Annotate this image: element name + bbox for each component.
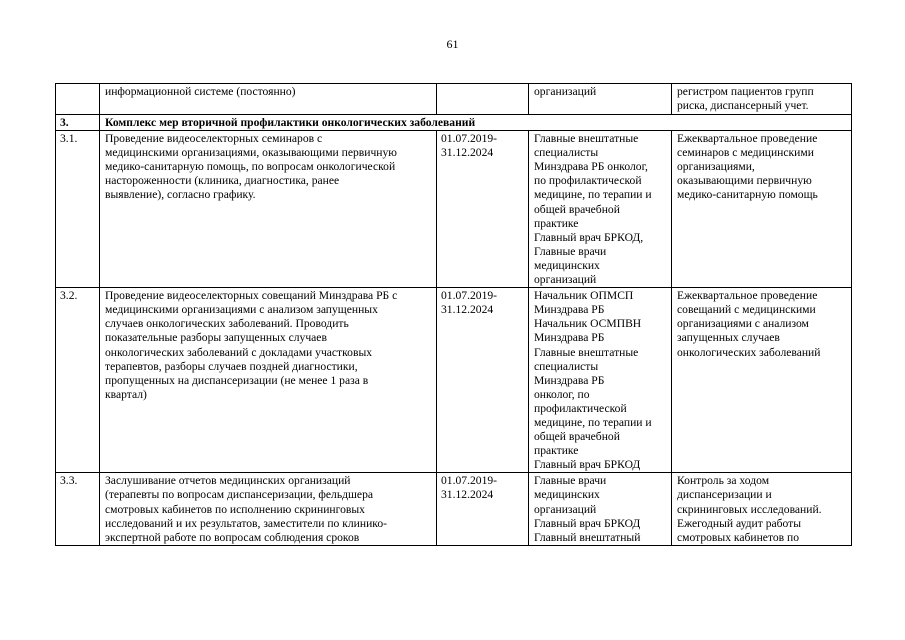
section-row: [56, 115, 852, 131]
text-line: Ежеквартальное проведение: [677, 132, 818, 146]
text-line: случаев онкологических заболеваний. Проводить: [105, 317, 349, 331]
text-line: регистром пациентов групп: [677, 85, 814, 98]
text-line: показательные разборы запущенных случаев: [105, 331, 327, 345]
cell-result: [672, 131, 852, 288]
measure-row: [56, 473, 852, 545]
text-line: онколог, по: [534, 387, 590, 401]
measure-row: [56, 288, 852, 473]
text-line: Начальник ОПМСП: [534, 289, 634, 303]
text-line: 31.12.2024: [441, 488, 494, 502]
text-line: медико-санитарную помощь, по вопросам онкологической: [105, 160, 396, 174]
text-line: Проведение видеоселекторных семинаров с: [105, 132, 323, 146]
text-line: терапевтов, разборы случаев поздней диагностики,: [105, 359, 358, 373]
text-line: пропущенных на диспансеризации (не менее 1 раза в: [105, 373, 369, 387]
text-line: организациями,: [677, 160, 755, 174]
text-line: общей врачебной: [534, 430, 620, 444]
text-line: медицинских: [534, 488, 600, 502]
text-line: онкологических заболеваний с докладами участковых: [105, 345, 373, 359]
text-line: смотровых кабинетов по исполнению скрининговых: [105, 502, 365, 516]
text-line: специалисты: [534, 359, 599, 373]
text-line: профилактической: [534, 401, 627, 415]
cell-number: [56, 473, 100, 545]
text-line: Начальник ОСМПВН: [534, 317, 642, 331]
text-line: практике: [534, 444, 579, 458]
cell-responsible: [529, 131, 672, 288]
text-line: 01.07.2019-: [441, 132, 498, 146]
text-line: экспертной работе по вопросам соблюдения сроков: [105, 530, 360, 544]
cell-text: [100, 288, 437, 473]
text-line: запущенных случаев: [677, 331, 780, 345]
text-line: оказывающими первичную: [677, 174, 812, 188]
section-title: [100, 115, 852, 131]
cell-dates: [437, 84, 529, 115]
text-line: Главные внештатные: [534, 132, 639, 146]
text-line: медико-санитарную помощь: [677, 188, 818, 202]
section-number: 3.: [56, 115, 100, 131]
cell-result: [672, 473, 852, 545]
cell-responsible: [529, 473, 672, 545]
cell-responsible: [529, 288, 672, 473]
cell-number: [56, 131, 100, 288]
text-line: Главный врач БРКОД,: [534, 230, 644, 244]
page-number: 61: [446, 37, 459, 51]
text-line: медицинскими организациями с анализом запущенных: [105, 303, 378, 317]
cell-dates: [437, 131, 529, 288]
cell-result: [672, 288, 852, 473]
text-line: медицине, по терапии и: [534, 188, 652, 202]
text-line: Минздрава РБ: [534, 331, 605, 345]
text-line: Ежеквартальное проведение: [677, 289, 818, 303]
text-line: 01.07.2019-: [441, 474, 498, 488]
cell-number: [56, 288, 100, 473]
text-line: семинаров с медицинскими: [677, 146, 814, 160]
text-line: Проведение видеоселекторных совещаний Минздрава РБ с: [105, 289, 398, 303]
text-line: Заслушивание отчетов медицинских организаций: [105, 474, 351, 488]
cell-result: [672, 84, 852, 115]
section-title-text: Комплекс мер вторичной профилактики онкологических заболеваний: [105, 116, 476, 129]
text-line: 01.07.2019-: [441, 289, 498, 303]
text-line: 31.12.2024: [441, 303, 494, 317]
cell-number: [56, 84, 100, 115]
text-line: Главные врачи: [534, 244, 607, 258]
text-line: Главный внештатный: [534, 530, 641, 544]
text-line: (терапевты по вопросам диспансеризации, фельдшера: [105, 488, 374, 502]
text-line: Главные внештатные: [534, 345, 639, 359]
text-line: диспансеризации и: [677, 488, 772, 502]
text-line: Главный врач БРКОД: [534, 516, 641, 530]
text-line: специалисты: [534, 146, 599, 160]
cell-dates: [437, 288, 529, 473]
text-line: исследований и их результатов, заместители по клинико-: [105, 516, 387, 530]
text-line: информационной системе (постоянно): [105, 85, 296, 98]
text-line: Контроль за ходом: [677, 474, 770, 488]
cell-responsible: [529, 84, 672, 115]
cell-text: [100, 473, 437, 545]
text-line: онкологических заболеваний: [677, 345, 821, 359]
cell-text: [100, 131, 437, 288]
text-line: 3.1.: [60, 132, 78, 146]
text-line: практике: [534, 216, 579, 230]
measure-row: [56, 131, 852, 288]
text-line: 3.2.: [60, 289, 78, 303]
text-line: риска, диспансерный учет.: [677, 99, 809, 113]
text-line: медицине, по терапии и: [534, 415, 652, 429]
text-line: медицинских: [534, 258, 600, 272]
text-line: 3.3.: [60, 474, 78, 488]
text-line: по профилактической: [534, 174, 642, 188]
text-line: совещаний с медицинскими: [677, 303, 816, 317]
text-line: настороженности (клиника, диагностика, ранее: [105, 174, 340, 188]
measures-table: [55, 83, 852, 546]
text-line: выявление), согласно графику.: [105, 188, 256, 202]
text-line: организаций: [534, 502, 597, 516]
text-line: медицинскими организациями, оказывающими первичную: [105, 146, 397, 160]
cell-dates: [437, 473, 529, 545]
text-line: организаций: [534, 273, 597, 287]
text-line: общей врачебной: [534, 202, 620, 216]
text-line: Главный врач БРКОД: [534, 458, 641, 472]
text-line: 31.12.2024: [441, 146, 494, 160]
text-line: организациями с анализом: [677, 317, 809, 331]
text-line: Ежегодный аудит работы: [677, 516, 802, 530]
text-line: квартал): [105, 387, 147, 401]
text-line: организаций: [534, 85, 597, 98]
text-line: смотровых кабинетов по: [677, 530, 800, 544]
continuation-row: [56, 84, 852, 115]
text-line: скрининговых исследований.: [677, 502, 822, 516]
text-line: Минздрава РБ: [534, 303, 605, 317]
cell-text: [100, 84, 437, 115]
text-line: Минздрава РБ: [534, 373, 605, 387]
text-line: Главные врачи: [534, 474, 607, 488]
text-line: Минздрава РБ онколог,: [534, 160, 648, 174]
